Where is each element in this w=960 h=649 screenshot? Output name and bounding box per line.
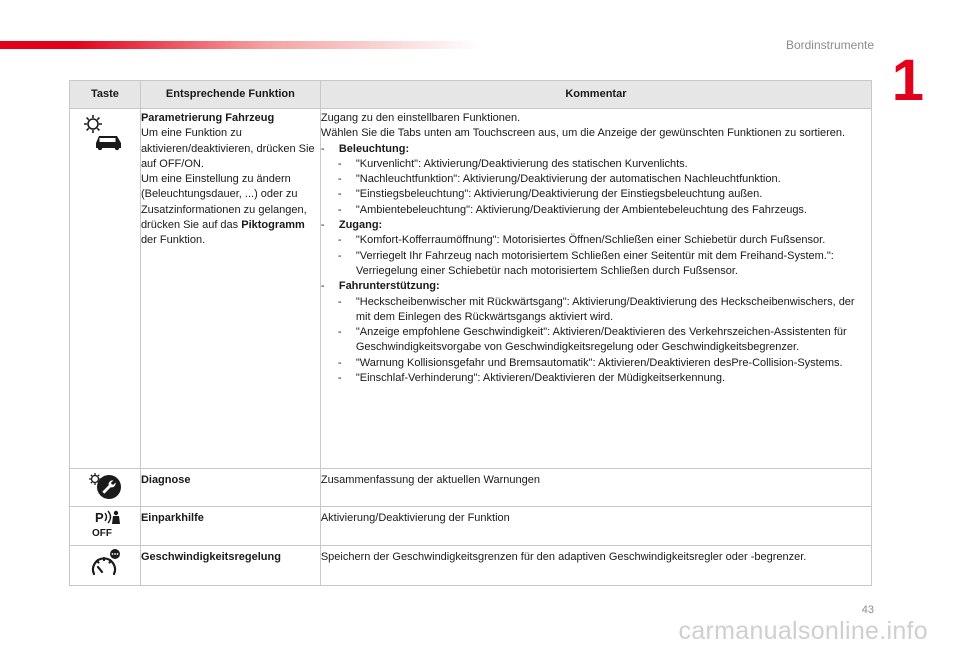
list-item: - "Nachleuchtfunktion": Aktivierung/Deaktivierung der automatischen Nachleuchtfunktion.	[337, 173, 781, 186]
pictogram-label: Piktogramm	[241, 219, 305, 232]
section-lighting: - Beleuchtung:	[320, 142, 410, 155]
diagnostic-wrench-icon[interactable]	[87, 471, 123, 506]
comment-text: Aktivierung/Deaktivierung der Funktion	[320, 512, 510, 525]
function-title: Diagnose	[140, 474, 191, 486]
list-item: - "Komfort-Kofferraumöffnung": Motorisiertes Öffnen/Schließen einer Schiebetür durch Fußsensor.	[337, 234, 826, 247]
parking-sensor-off-icon[interactable]	[85, 509, 125, 544]
list-item: - "Einstiegsbeleuchtung": Aktivierung/Deaktivierung der Einstiegsbeleuchtung außen.	[337, 188, 763, 201]
function-title: Geschwindigkeitsregelung	[140, 550, 281, 563]
section-access: - Zugang:	[320, 219, 383, 232]
comment-cell	[320, 109, 871, 469]
comment-cell	[320, 507, 871, 545]
section-driving-assistance: - Fahrunterstützung:	[320, 280, 440, 293]
watermark: carmanualsonline.info	[678, 617, 928, 645]
table-row	[70, 545, 872, 585]
comment-intro: Zugang zu den einstellbaren Funktionen.	[320, 112, 521, 124]
car-settings-icon[interactable]	[82, 113, 128, 156]
function-text-2: Um eine Einstellung zu ändern (Beleuchtungsdauer, ...) oder zu Zusatzinformationen zu gelangen, drücken Sie auf das Piktogramm der Funktion.	[140, 173, 307, 247]
column-header-key: Taste	[70, 81, 141, 109]
function-title: Einparkhilfe	[140, 512, 204, 525]
table-row	[70, 469, 872, 507]
list-item: - "Kurvenlicht": Aktivierung/Deaktivierung des statischen Kurvenlichts.	[337, 157, 688, 170]
function-cell	[140, 469, 320, 507]
svg-text:P: P	[94, 510, 104, 526]
function-title: Parametrierung Fahrzeug	[140, 112, 275, 124]
key-cell	[70, 469, 141, 507]
comment-cell	[320, 469, 871, 507]
column-header-comment: Kommentar	[320, 81, 871, 109]
table-header-row	[70, 81, 872, 109]
table-row	[70, 507, 872, 545]
list-item: - "Ambientebeleuchtung": Aktivierung/Deaktivierung der Ambientebeleuchtung des Fahrzeugs.	[337, 203, 807, 216]
comment-intro-2: Wählen Sie die Tabs unten am Touchscreen aus, um die Anzeige der gewünschten Funktionen zu sortieren.	[320, 127, 846, 140]
key-cell	[70, 109, 141, 469]
table-row	[70, 109, 872, 469]
key-cell	[70, 545, 141, 585]
chapter-number: 1	[891, 48, 924, 113]
function-table	[69, 80, 872, 586]
function-cell	[140, 109, 320, 469]
function-cell	[140, 507, 320, 545]
red-gradient-bar	[0, 41, 480, 49]
list-item: - "Heckscheibenwischer mit Rückwärtsgang": Aktivierung/Deaktivierung des Heckscheibenwischers, der mit dem Einlegen des Rückwärtsgangs aktiviert wird.	[337, 295, 855, 323]
off-label: OFF	[91, 528, 112, 540]
list-item: - "Warnung Kollisionsgefahr und Bremsautomatik": Aktivieren/Deaktivieren desPre-Collision-Systems.	[337, 356, 843, 369]
comment-cell	[320, 545, 871, 585]
key-cell	[70, 507, 141, 545]
list-item: - "Verriegelt Ihr Fahrzeug nach motorisiertem Schließen einer Seitentür mit dem Freihand-System.": Verriegelung einer Schiebetür nach motorisiertem Schließen durch Fußsensor.	[337, 249, 834, 277]
list-item: - "Einschlaf-Verhinderung": Aktivieren/Deaktivieren der Müdigkeitserkennung.	[337, 372, 726, 385]
speed-limiter-icon[interactable]	[87, 548, 123, 585]
section-title: Bordinstrumente	[785, 38, 874, 52]
column-header-function: Entsprechende Funktion	[140, 81, 320, 109]
function-text: Um eine Funktion zu aktivieren/deaktivieren, drücken Sie auf OFF/ON.	[140, 127, 315, 170]
comment-text: Speichern der Geschwindigkeitsgrenzen für den adaptiven Geschwindigkeitsregler oder -begrenzer.	[320, 550, 807, 563]
function-cell	[140, 545, 320, 585]
list-item: - "Anzeige empfohlene Geschwindigkeit": Aktivieren/Deaktivieren des Verkehrszeichen-Assistenten für Geschwindigkeitsvorgabe von Geschwindigkeitsregelung oder Geschwindigkeitsbegrenzer.	[337, 326, 847, 354]
comment-text: Zusammenfassung der aktuellen Warnungen	[320, 474, 540, 486]
page-number: 43	[861, 604, 874, 616]
